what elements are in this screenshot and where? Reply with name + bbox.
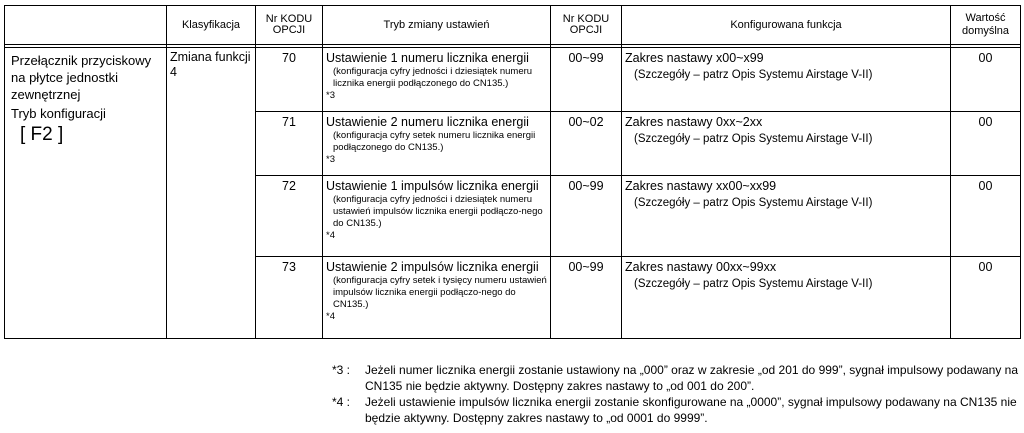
settings-table bbox=[4, 5, 1021, 339]
mode-detail: (konfiguracja cyfry jedności i dziesiątek numeru ustawień impulsów licznika energii podłączo-nego do CN135.) bbox=[333, 194, 543, 229]
mode-title: Ustawienie 1 numeru licznika energii bbox=[326, 51, 529, 65]
mode-title: Ustawienie 2 impulsów licznika energii bbox=[326, 260, 539, 274]
mode-title: Ustawienie 1 impulsów licznika energii bbox=[326, 179, 539, 193]
mode-cell bbox=[323, 257, 551, 339]
function-range: Zakres nastawy x00~x99 bbox=[625, 51, 764, 65]
default-value: 00 bbox=[951, 257, 1021, 339]
mode-detail: (konfiguracja cyfry setek i tysięcy numeru ustawień impulsów licznika energii podłączo-nego do CN135.) bbox=[333, 275, 547, 310]
function-cell bbox=[622, 48, 951, 112]
footnote-text: Jeżeli numer licznika energii zostanie ustawiony na „000” oraz w zakresie „od 201 do 999”, sygnał impulsowy podawany na CN135 nie będzie aktywny. Dostępny zakres nastawy to „od 001 do 200”. bbox=[365, 363, 1019, 393]
mode-note: *4 bbox=[326, 311, 335, 322]
function-cell bbox=[622, 112, 951, 176]
mode-detail: (konfiguracja cyfry setek numeru licznika energii podłączonego do CN135.) bbox=[333, 130, 536, 153]
header-configured-function: Konfigurowana funkcja bbox=[622, 6, 951, 45]
mode-cell bbox=[323, 176, 551, 257]
default-value: 00 bbox=[951, 48, 1021, 112]
option-code: 70 bbox=[256, 48, 323, 112]
default-value: 00 bbox=[951, 176, 1021, 257]
option-code: 73 bbox=[256, 257, 323, 339]
switch-cell bbox=[5, 48, 167, 339]
classification-cell: Zmiana funkcji 4 bbox=[167, 48, 256, 339]
footnote bbox=[332, 394, 1022, 426]
function-range: Zakres nastawy 00xx~99xx bbox=[625, 260, 777, 274]
footnote-mark: *4 : bbox=[332, 395, 351, 409]
footnote-mark: *3 : bbox=[332, 363, 351, 377]
footnotes bbox=[332, 362, 1022, 426]
switch-code: [ F2 ] bbox=[20, 124, 64, 145]
mode-note: *4 bbox=[326, 230, 335, 241]
switch-name: Przełącznik przyciskowy na płytce jednostki zewnętrznej bbox=[11, 53, 152, 102]
function-detail: (Szczegóły – patrz Opis Systemu Airstage V-II) bbox=[634, 197, 873, 209]
header-range-code: Nr KODU OPCJI bbox=[551, 6, 622, 45]
function-detail: (Szczegóły – patrz Opis Systemu Airstage V-II) bbox=[634, 133, 873, 145]
footnote-text: Jeżeli ustawienie impulsów licznika energii zostanie skonfigurowane na „0000”, sygnał impulsowy podawany na CN135 nie będzie aktywny. Dostępny zakres nastawy to „od 0001 do 9999”. bbox=[365, 395, 1017, 425]
footnote bbox=[332, 362, 1022, 394]
header-empty bbox=[5, 6, 167, 45]
function-detail: (Szczegóły – patrz Opis Systemu Airstage V-II) bbox=[634, 69, 873, 81]
function-detail: (Szczegóły – patrz Opis Systemu Airstage V-II) bbox=[634, 278, 873, 290]
mode-title: Ustawienie 2 numeru licznika energii bbox=[326, 115, 529, 129]
header-classification: Klasyfikacja bbox=[167, 6, 256, 45]
default-value: 00 bbox=[951, 112, 1021, 176]
mode-cell bbox=[323, 112, 551, 176]
header-option-code: Nr KODU OPCJI bbox=[256, 6, 323, 45]
header-change-mode: Tryb zmiany ustawień bbox=[323, 6, 551, 45]
option-range: 00~02 bbox=[551, 112, 622, 176]
header-row bbox=[5, 6, 1021, 45]
function-range: Zakres nastawy 0xx~2xx bbox=[625, 115, 763, 129]
option-range: 00~99 bbox=[551, 48, 622, 112]
header-default-value: Wartość domyślna bbox=[951, 6, 1021, 45]
table-row bbox=[5, 48, 1021, 112]
mode-detail: (konfiguracja cyfry jedności i dziesiątek numeru licznika energii podłączonego do CN135.) bbox=[333, 66, 533, 89]
function-cell bbox=[622, 257, 951, 339]
option-range: 00~99 bbox=[551, 257, 622, 339]
option-code: 72 bbox=[256, 176, 323, 257]
mode-note: *3 bbox=[326, 154, 335, 165]
switch-mode: Tryb konfiguracji bbox=[11, 106, 106, 121]
mode-cell bbox=[323, 48, 551, 112]
mode-note: *3 bbox=[326, 90, 335, 101]
option-code: 71 bbox=[256, 112, 323, 176]
function-cell bbox=[622, 176, 951, 257]
function-range: Zakres nastawy xx00~xx99 bbox=[625, 179, 777, 193]
option-range: 00~99 bbox=[551, 176, 622, 257]
